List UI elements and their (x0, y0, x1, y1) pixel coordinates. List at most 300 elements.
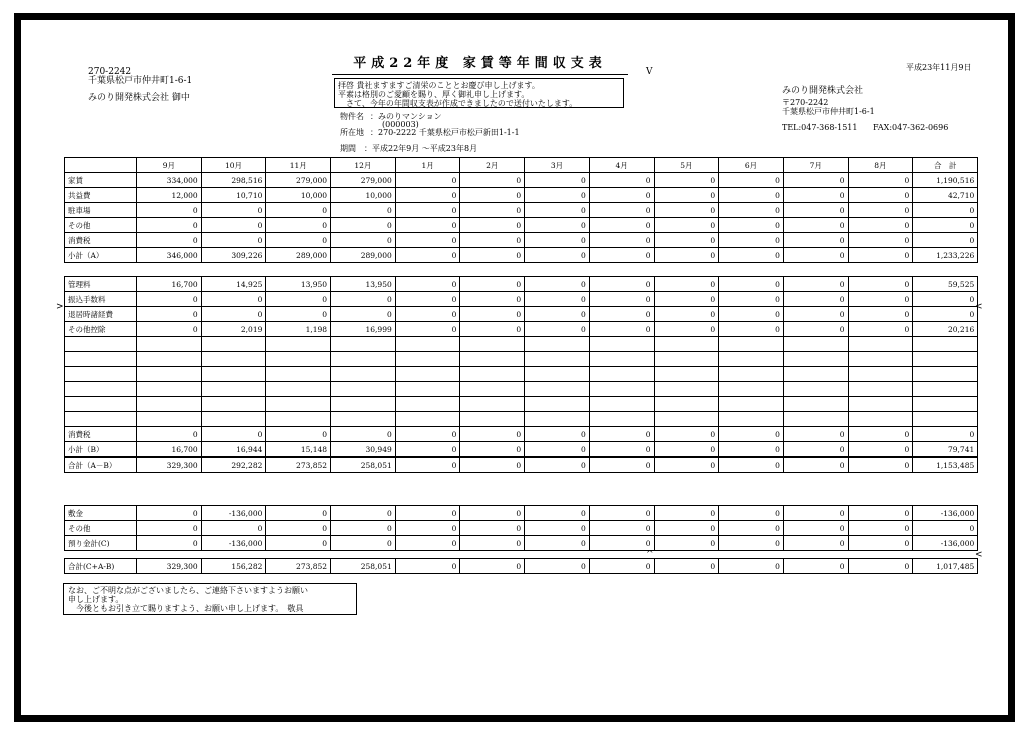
amount-cell: 0 (913, 307, 978, 322)
amount-cell (395, 397, 460, 412)
amount-cell: 0 (460, 188, 525, 203)
amount-cell: 0 (331, 233, 396, 248)
amount-cell: 0 (395, 307, 460, 322)
amount-cell: 0 (783, 458, 848, 473)
amount-cell: 0 (913, 521, 978, 536)
amount-cell: 0 (848, 277, 913, 292)
amount-cell (525, 337, 590, 352)
amount-cell (331, 397, 396, 412)
amount-cell (654, 412, 719, 427)
amount-cell (783, 352, 848, 367)
amount-cell: 0 (783, 536, 848, 551)
row-label (65, 352, 137, 367)
amount-cell: 0 (460, 233, 525, 248)
row-label (65, 382, 137, 397)
table-row (65, 203, 978, 218)
amount-cell: 0 (913, 233, 978, 248)
amount-cell: 0 (589, 248, 654, 263)
amount-cell (719, 337, 784, 352)
amount-cell: 0 (395, 218, 460, 233)
amount-cell: 1,233,226 (913, 248, 978, 263)
amount-cell: 0 (460, 427, 525, 442)
amount-cell: 0 (460, 218, 525, 233)
row-label: 消費税 (65, 427, 137, 442)
amount-cell (331, 412, 396, 427)
month-header: 8月 (848, 158, 913, 173)
amount-cell (395, 367, 460, 382)
amount-cell: 0 (654, 458, 719, 473)
amount-cell: 0 (783, 277, 848, 292)
amount-cell: 0 (783, 233, 848, 248)
amount-cell: 0 (137, 307, 202, 322)
amount-cell (654, 397, 719, 412)
amount-cell: 0 (654, 233, 719, 248)
amount-cell: 0 (201, 233, 266, 248)
amount-cell: 289,000 (331, 248, 396, 263)
amount-cell (201, 367, 266, 382)
amount-cell: 20,216 (913, 322, 978, 337)
amount-cell (525, 412, 590, 427)
amount-cell: 0 (654, 427, 719, 442)
amount-cell: 0 (654, 521, 719, 536)
amount-cell: 279,000 (266, 173, 331, 188)
table-row (65, 427, 978, 442)
amount-cell (266, 367, 331, 382)
month-header: 12月 (331, 158, 396, 173)
amount-cell: 0 (589, 427, 654, 442)
sender-tel: TEL:047-368-1511 (782, 123, 858, 132)
amount-cell (460, 382, 525, 397)
amount-cell: 0 (654, 203, 719, 218)
amount-cell: 334,000 (137, 173, 202, 188)
amount-cell: 0 (848, 521, 913, 536)
amount-cell: 0 (783, 218, 848, 233)
amount-cell: 0 (589, 458, 654, 473)
month-header: 2月 (460, 158, 525, 173)
amount-cell: 0 (525, 277, 590, 292)
amount-cell: 0 (525, 559, 590, 574)
amount-cell (848, 367, 913, 382)
month-header: 合 計 (913, 158, 978, 173)
total-ab-table (64, 457, 978, 473)
row-label: 駐車場 (65, 203, 137, 218)
amount-cell: 0 (783, 322, 848, 337)
amount-cell (848, 337, 913, 352)
amount-cell: 0 (654, 173, 719, 188)
amount-cell (913, 337, 978, 352)
amount-cell: 0 (395, 248, 460, 263)
amount-cell: 0 (848, 458, 913, 473)
amount-cell: 0 (460, 536, 525, 551)
amount-cell: 0 (460, 458, 525, 473)
amount-cell: 0 (589, 307, 654, 322)
row-label: 合計（A－B） (65, 458, 137, 473)
amount-cell: 0 (525, 442, 590, 457)
amount-cell (137, 337, 202, 352)
fold-mark-top: V (646, 67, 653, 77)
amount-cell (460, 337, 525, 352)
amount-cell: 0 (266, 203, 331, 218)
table-row (65, 367, 978, 382)
amount-cell: 0 (525, 248, 590, 263)
amount-cell (719, 412, 784, 427)
amount-cell: 273,852 (266, 559, 331, 574)
amount-cell: 0 (266, 307, 331, 322)
month-header: 7月 (783, 158, 848, 173)
amount-cell (460, 352, 525, 367)
amount-cell (137, 412, 202, 427)
amount-cell (589, 337, 654, 352)
amount-cell (589, 352, 654, 367)
amount-cell: 0 (395, 559, 460, 574)
amount-cell: 0 (266, 233, 331, 248)
amount-cell (525, 397, 590, 412)
recipient-postal: 270-2242 (88, 67, 132, 77)
month-header: 6月 (719, 158, 784, 173)
amount-cell: 59,525 (913, 277, 978, 292)
row-label: 管理料 (65, 277, 137, 292)
table-row (65, 292, 978, 307)
amount-cell: 1,153,485 (913, 458, 978, 473)
amount-cell: 279,000 (331, 173, 396, 188)
amount-cell: 0 (848, 427, 913, 442)
property-address-label: 所在地 (340, 128, 364, 137)
amount-cell (913, 412, 978, 427)
row-label: 家賃 (65, 173, 137, 188)
amount-cell (783, 412, 848, 427)
amount-cell: 0 (783, 521, 848, 536)
amount-cell: 0 (589, 322, 654, 337)
amount-cell (783, 367, 848, 382)
amount-cell: 0 (266, 427, 331, 442)
amount-cell: 0 (589, 292, 654, 307)
amount-cell (137, 352, 202, 367)
greeting-line: 拝啓 貴社ますますご清栄のこととお慶び申し上げます。 (338, 81, 540, 90)
amount-cell: 0 (525, 322, 590, 337)
amount-cell (201, 352, 266, 367)
table-row (65, 506, 978, 521)
amount-cell: 0 (525, 218, 590, 233)
amount-cell: 0 (460, 292, 525, 307)
row-label: 小計（B） (65, 442, 137, 457)
amount-cell: 0 (783, 248, 848, 263)
amount-cell: 292,282 (201, 458, 266, 473)
amount-cell (331, 337, 396, 352)
amount-cell: 0 (783, 559, 848, 574)
amount-cell: 0 (783, 427, 848, 442)
row-label (65, 397, 137, 412)
amount-cell: 0 (848, 292, 913, 307)
amount-cell: 0 (460, 559, 525, 574)
row-label (65, 337, 137, 352)
amount-cell: 0 (395, 203, 460, 218)
amount-cell: 0 (331, 521, 396, 536)
row-label: 預り金計(C) (65, 536, 137, 551)
amount-cell: 0 (525, 292, 590, 307)
row-label: 敷金 (65, 506, 137, 521)
amount-cell: 0 (266, 292, 331, 307)
amount-cell (654, 352, 719, 367)
amount-cell: 0 (848, 218, 913, 233)
amount-cell: 0 (719, 458, 784, 473)
amount-cell: 0 (137, 322, 202, 337)
amount-cell: -136,000 (913, 506, 978, 521)
amount-cell: 0 (848, 173, 913, 188)
amount-cell: 0 (848, 536, 913, 551)
amount-cell: 0 (525, 188, 590, 203)
amount-cell: 0 (783, 506, 848, 521)
amount-cell: 13,950 (331, 277, 396, 292)
row-label: その他 (65, 218, 137, 233)
property-code: (000003) (382, 120, 419, 129)
amount-cell (331, 367, 396, 382)
amount-cell (913, 382, 978, 397)
amount-cell: 0 (460, 442, 525, 457)
amount-cell: 0 (848, 559, 913, 574)
amount-cell (589, 397, 654, 412)
amount-cell: 0 (525, 521, 590, 536)
amount-cell (395, 382, 460, 397)
amount-cell: 0 (460, 248, 525, 263)
amount-cell: 10,000 (266, 188, 331, 203)
greeting-box (334, 78, 624, 108)
amount-cell: 0 (848, 188, 913, 203)
amount-cell: 0 (848, 322, 913, 337)
amount-cell: 0 (589, 233, 654, 248)
amount-cell: 0 (783, 203, 848, 218)
amount-cell: 10,710 (201, 188, 266, 203)
row-label: 合計(C+A-B) (65, 559, 137, 574)
table-row (65, 458, 978, 473)
amount-cell (848, 382, 913, 397)
issue-date: 平成23年11月9日 (906, 63, 972, 72)
amount-cell: 0 (719, 218, 784, 233)
amount-cell (589, 382, 654, 397)
amount-cell: 0 (266, 218, 331, 233)
amount-cell: 0 (331, 307, 396, 322)
sender-fax: FAX:047-362-0696 (873, 123, 949, 132)
amount-cell: 10,000 (331, 188, 396, 203)
amount-cell (654, 367, 719, 382)
amount-cell (654, 382, 719, 397)
month-header: 9月 (137, 158, 202, 173)
amount-cell: 0 (460, 203, 525, 218)
amount-cell (525, 382, 590, 397)
month-header: 10月 (201, 158, 266, 173)
amount-cell: 0 (783, 173, 848, 188)
amount-cell: 0 (654, 218, 719, 233)
closing-note-line: 今後ともお引き立て賜りますよう、お願い申し上げます。 敬具 (68, 604, 304, 613)
amount-cell: 0 (654, 248, 719, 263)
amount-cell: 79,741 (913, 442, 978, 457)
amount-cell: 15,148 (266, 442, 331, 457)
amount-cell (719, 367, 784, 382)
amount-cell (395, 352, 460, 367)
amount-cell (137, 382, 202, 397)
amount-cell: 0 (848, 442, 913, 457)
amount-cell: 0 (525, 458, 590, 473)
amount-cell (654, 337, 719, 352)
amount-cell: 1,190,516 (913, 173, 978, 188)
row-label: その他 (65, 521, 137, 536)
amount-cell: 0 (913, 427, 978, 442)
amount-cell (848, 412, 913, 427)
amount-cell: 30,949 (331, 442, 396, 457)
amount-cell (913, 367, 978, 382)
amount-cell: 289,000 (266, 248, 331, 263)
document-title: 平成22年度 家賃等年間収支表 (332, 52, 628, 75)
amount-cell: 0 (719, 188, 784, 203)
amount-cell: 0 (525, 233, 590, 248)
amount-cell: 0 (525, 427, 590, 442)
recipient-address: 千葉県松戸市仲井町1-6-1 (88, 76, 193, 86)
month-header: 4月 (589, 158, 654, 173)
fold-mark-bottom: ^ (646, 550, 654, 560)
amount-cell: 0 (331, 536, 396, 551)
amount-cell: 0 (331, 218, 396, 233)
row-label: 共益費 (65, 188, 137, 203)
amount-cell: 0 (654, 307, 719, 322)
amount-cell: 16,944 (201, 442, 266, 457)
amount-cell: 0 (525, 173, 590, 188)
amount-cell: 0 (137, 203, 202, 218)
amount-cell: 0 (266, 521, 331, 536)
amount-cell: 0 (395, 521, 460, 536)
amount-cell: 0 (848, 203, 913, 218)
amount-cell: 0 (266, 536, 331, 551)
amount-cell: 1,198 (266, 322, 331, 337)
amount-cell: 0 (395, 322, 460, 337)
amount-cell: 0 (913, 203, 978, 218)
amount-cell: 0 (201, 292, 266, 307)
sender-address: 千葉県松戸市仲井町1-6-1 (782, 107, 875, 116)
amount-cell: 42,710 (913, 188, 978, 203)
amount-cell: 0 (719, 521, 784, 536)
table-row (65, 248, 978, 263)
amount-cell: 0 (395, 506, 460, 521)
amount-cell: 258,051 (331, 559, 396, 574)
amount-cell (913, 397, 978, 412)
table-row (65, 352, 978, 367)
amount-cell (848, 397, 913, 412)
amount-cell: 0 (589, 506, 654, 521)
amount-cell: 0 (266, 506, 331, 521)
amount-cell: 16,999 (331, 322, 396, 337)
amount-cell: 0 (589, 442, 654, 457)
month-header: 1月 (395, 158, 460, 173)
amount-cell: 0 (589, 277, 654, 292)
amount-cell: 0 (395, 442, 460, 457)
amount-cell (201, 382, 266, 397)
amount-cell (589, 412, 654, 427)
period-value: ：平成22年9月 ～平成23年8月 (364, 144, 478, 153)
amount-cell (719, 397, 784, 412)
amount-cell: 16,700 (137, 277, 202, 292)
amount-cell: 0 (137, 233, 202, 248)
table-row (65, 442, 978, 457)
amount-cell (783, 337, 848, 352)
amount-cell: 0 (848, 233, 913, 248)
greeting-line: さて、今年の年間収支表が作成できましたので送付いたします。 (338, 99, 578, 108)
amount-cell: 0 (395, 427, 460, 442)
amount-cell (331, 382, 396, 397)
amount-cell: 0 (589, 521, 654, 536)
amount-cell: 0 (719, 442, 784, 457)
amount-cell: 1,017,485 (913, 559, 978, 574)
amount-cell: 0 (783, 188, 848, 203)
amount-cell: 0 (137, 292, 202, 307)
amount-cell: 0 (201, 307, 266, 322)
amount-cell: 0 (395, 173, 460, 188)
amount-cell: 0 (654, 322, 719, 337)
amount-cell: 0 (654, 536, 719, 551)
amount-cell (395, 337, 460, 352)
table-row (65, 382, 978, 397)
amount-cell: 0 (460, 521, 525, 536)
closing-note-line: 申し上げます。 (68, 595, 124, 604)
amount-cell: 0 (783, 442, 848, 457)
amount-cell (201, 412, 266, 427)
property-name-label: 物件名 (340, 112, 364, 121)
row-label: その他控除 (65, 322, 137, 337)
amount-cell: 0 (525, 307, 590, 322)
amount-cell: 0 (589, 559, 654, 574)
amount-cell: 0 (654, 188, 719, 203)
amount-cell: 0 (719, 248, 784, 263)
amount-cell: 0 (395, 233, 460, 248)
sender-name: みのり開発株式会社 (782, 86, 864, 96)
table-row (65, 277, 978, 292)
header-corner (65, 158, 137, 173)
amount-cell: 0 (783, 307, 848, 322)
amount-cell: 0 (525, 203, 590, 218)
table-row (65, 188, 978, 203)
amount-cell (266, 397, 331, 412)
amount-cell: 0 (137, 218, 202, 233)
row-label: 振込手数料 (65, 292, 137, 307)
amount-cell: -136,000 (913, 536, 978, 551)
row-label: 消費税 (65, 233, 137, 248)
amount-cell (266, 352, 331, 367)
amount-cell (913, 352, 978, 367)
amount-cell (719, 352, 784, 367)
month-header-row (65, 158, 978, 173)
amount-cell: 2,019 (201, 322, 266, 337)
amount-cell: 0 (395, 277, 460, 292)
amount-cell: 0 (589, 203, 654, 218)
table-row (65, 307, 978, 322)
amount-cell: 0 (137, 427, 202, 442)
table-row (65, 412, 978, 427)
period-label: 期間 (340, 144, 356, 153)
amount-cell: 0 (331, 292, 396, 307)
amount-cell: 0 (654, 442, 719, 457)
table-row (65, 233, 978, 248)
amount-cell (525, 352, 590, 367)
amount-cell: 0 (719, 536, 784, 551)
table-row (65, 173, 978, 188)
amount-cell: 0 (719, 559, 784, 574)
table-row (65, 536, 978, 551)
amount-cell: 16,700 (137, 442, 202, 457)
amount-cell: 258,051 (331, 458, 396, 473)
amount-cell: 12,000 (137, 188, 202, 203)
amount-cell: 0 (331, 427, 396, 442)
amount-cell: 273,852 (266, 458, 331, 473)
amount-cell: 0 (137, 521, 202, 536)
table-row (65, 521, 978, 536)
amount-cell (137, 367, 202, 382)
